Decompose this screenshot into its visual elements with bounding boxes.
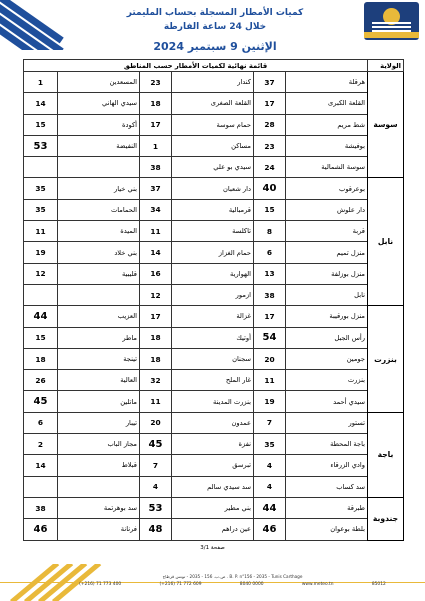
- station-name: كندار: [172, 72, 254, 93]
- station-name: قربة: [286, 221, 368, 242]
- station-name: قرمبالية: [172, 199, 254, 220]
- rainfall-value: 35: [24, 178, 58, 199]
- rainfall-value: 4: [140, 476, 172, 497]
- station-name: مساكن: [172, 135, 254, 156]
- table-row: [24, 476, 404, 497]
- footer-phone-2: (+216) 71 772 609: [159, 582, 202, 587]
- station-name: غزالة: [172, 306, 254, 327]
- station-name: منزل بورقيبة: [286, 306, 368, 327]
- page-footer: [0, 564, 425, 601]
- rainfall-value: 46: [24, 519, 58, 540]
- station-name: سد سيدي سالم: [172, 476, 254, 497]
- station-name: الميدة: [58, 221, 140, 242]
- station-name: أوتيك: [172, 327, 254, 348]
- station-name: هرقلة: [286, 72, 368, 93]
- footer-phone-1: (+216) 71 773 400: [79, 582, 122, 587]
- rainfall-value: 32: [140, 370, 172, 391]
- rainfall-value: 45: [140, 434, 172, 455]
- table-row: [24, 221, 404, 242]
- table-row: [24, 114, 404, 135]
- station-name: سيدي الهاني: [58, 93, 140, 114]
- region-name: بنزرت: [368, 306, 404, 412]
- rainfall-value: 20: [140, 412, 172, 433]
- table-row: [24, 199, 404, 220]
- station-name: سد كساب: [286, 476, 368, 497]
- station-name: تبرسق: [172, 455, 254, 476]
- rainfall-value: 44: [24, 306, 58, 327]
- rainfall-value: 18: [140, 348, 172, 369]
- rainfall-value: 11: [140, 391, 172, 412]
- header-stripes: [0, 0, 70, 50]
- table-title: قائمة نهائية لكميات الأمطار حسب المناطق: [24, 60, 368, 72]
- station-name: سيدي أحمد: [286, 391, 368, 412]
- footer-contacts: [60, 582, 405, 587]
- rainfall-value: 14: [24, 93, 58, 114]
- rainfall-value: 35: [24, 199, 58, 220]
- rainfall-value: [24, 284, 58, 305]
- station-name: دار علوش: [286, 199, 368, 220]
- rainfall-value: 54: [254, 327, 286, 348]
- table-row: [24, 178, 404, 199]
- station-name: سجنان: [172, 348, 254, 369]
- footer-phone-3: 8040 0000: [239, 582, 264, 587]
- table-row: [24, 434, 404, 455]
- rainfall-value: 53: [24, 135, 58, 156]
- region-name: جندوبة: [368, 497, 404, 540]
- table-row: [24, 370, 404, 391]
- table-row: [24, 263, 404, 284]
- station-name: تاكلسة: [172, 221, 254, 242]
- header-title-line1: كميات الأمطار المسجلة بحساب المليمتر: [126, 8, 304, 18]
- station-name: نابل: [286, 284, 368, 305]
- station-name: [58, 476, 140, 497]
- station-name: الهوارية: [172, 263, 254, 284]
- station-name: القلعة الكبرى: [286, 93, 368, 114]
- rainfall-value: 1: [24, 72, 58, 93]
- station-name: بنزرت: [286, 370, 368, 391]
- station-name: جومين: [286, 348, 368, 369]
- rainfall-value: 19: [24, 242, 58, 263]
- table-row: [24, 455, 404, 476]
- station-name: تيبار: [58, 412, 140, 433]
- rainfall-value: 19: [254, 391, 286, 412]
- rainfall-value: 17: [254, 306, 286, 327]
- station-name: العزيب: [58, 306, 140, 327]
- rainfall-value: 15: [24, 114, 58, 135]
- table-row: [24, 519, 404, 540]
- page-number: صفحة 3/1: [200, 545, 225, 551]
- station-name: تستور: [286, 412, 368, 433]
- rainfall-value: 48: [140, 519, 172, 540]
- table-row: [24, 93, 404, 114]
- station-name: القلعة الصغرى: [172, 93, 254, 114]
- rainfall-value: 34: [140, 199, 172, 220]
- rainfall-value: 8: [254, 221, 286, 242]
- station-name: غار الملح: [172, 370, 254, 391]
- rainfall-value: 28: [254, 114, 286, 135]
- rainfall-value: 37: [140, 178, 172, 199]
- rainfall-value: 40: [254, 178, 286, 199]
- station-name: العالية: [58, 370, 140, 391]
- station-name: وادي الزرقاء: [286, 455, 368, 476]
- rainfall-value: 14: [24, 455, 58, 476]
- rainfall-value: 44: [254, 497, 286, 518]
- region-name: باجة: [368, 412, 404, 497]
- station-name: حمام الغزاز: [172, 242, 254, 263]
- station-name: قليبية: [58, 263, 140, 284]
- rainfall-value: 14: [140, 242, 172, 263]
- station-name: مجاز الباب: [58, 434, 140, 455]
- rainfall-value: 11: [254, 370, 286, 391]
- station-name: النفيضة: [58, 135, 140, 156]
- station-name: سوسة الشمالية: [286, 157, 368, 178]
- header-date: الإثنين 9 سبتمبر 2024: [153, 40, 277, 53]
- rainfall-value: 13: [254, 263, 286, 284]
- station-name: بنزرت المدينة: [172, 391, 254, 412]
- table-row: [24, 284, 404, 305]
- station-name: طبرقة: [286, 497, 368, 518]
- rainfall-value: 53: [140, 497, 172, 518]
- rainfall-value: 4: [254, 455, 286, 476]
- institute-logo: [364, 2, 419, 40]
- rainfall-value: 6: [24, 412, 58, 433]
- station-name: بلطة بوعوان: [286, 519, 368, 540]
- station-name: ازمور: [172, 284, 254, 305]
- station-name: عمدون: [172, 412, 254, 433]
- rainfall-value: [24, 476, 58, 497]
- region-name: سوسة: [368, 72, 404, 178]
- table-row: [24, 348, 404, 369]
- rainfall-value: 17: [140, 306, 172, 327]
- rainfall-value: 20: [254, 348, 286, 369]
- station-name: المسعدين: [58, 72, 140, 93]
- rainfall-value: [24, 157, 58, 178]
- rainfall-value: 38: [254, 284, 286, 305]
- rainfall-value: 37: [254, 72, 286, 93]
- rainfall-value: 26: [24, 370, 58, 391]
- station-name: شط مريم: [286, 114, 368, 135]
- rainfall-value: 11: [140, 221, 172, 242]
- region-column-header: الولاية: [368, 60, 404, 72]
- station-name: سيدي بو علي: [172, 157, 254, 178]
- rainfall-value: 24: [254, 157, 286, 178]
- footer-phone-4: 85012: [371, 582, 386, 587]
- rainfall-value: 46: [254, 519, 286, 540]
- header-title-line2: خلال 24 ساعة الفارطة: [163, 22, 267, 32]
- station-name: حمام سوسة: [172, 114, 254, 135]
- rainfall-table: [23, 59, 404, 541]
- station-name: رأس الجبل: [286, 327, 368, 348]
- station-name: أكودة: [58, 114, 140, 135]
- table-row: [24, 391, 404, 412]
- table-row: [24, 157, 404, 178]
- station-name: منزل بوزلفة: [286, 263, 368, 284]
- rainfall-value: 23: [140, 72, 172, 93]
- table-row: [24, 135, 404, 156]
- station-name: ماتلين: [58, 391, 140, 412]
- table-row: [24, 306, 404, 327]
- table-header-row: [24, 60, 404, 72]
- rainfall-value: 7: [140, 455, 172, 476]
- station-name: بوعرقوب: [286, 178, 368, 199]
- rainfall-value: 17: [140, 114, 172, 135]
- station-name: [58, 157, 140, 178]
- station-name: فرنانة: [58, 519, 140, 540]
- rainfall-value: 12: [140, 284, 172, 305]
- rainfall-value: 6: [254, 242, 286, 263]
- table-row: [24, 242, 404, 263]
- table-row: [24, 327, 404, 348]
- station-name: الحمامات: [58, 199, 140, 220]
- station-name: تينجة: [58, 348, 140, 369]
- rainfall-value: 18: [140, 93, 172, 114]
- footer-website: www.meteo.tn: [301, 582, 334, 587]
- station-name: قبلاط: [58, 455, 140, 476]
- station-name: نفزة: [172, 434, 254, 455]
- rainfall-value: 18: [24, 348, 58, 369]
- rainfall-value: 35: [254, 434, 286, 455]
- station-name: بني خلاد: [58, 242, 140, 263]
- region-name: نابل: [368, 178, 404, 306]
- rainfall-value: 4: [254, 476, 286, 497]
- rainfall-value: 23: [254, 135, 286, 156]
- rainfall-value: 38: [140, 157, 172, 178]
- rainfall-value: 38: [24, 497, 58, 518]
- station-name: باجة المحطة: [286, 434, 368, 455]
- station-name: دار شعبان: [172, 178, 254, 199]
- rainfall-value: 16: [140, 263, 172, 284]
- rainfall-value: 17: [254, 93, 286, 114]
- rainfall-value: 2: [24, 434, 58, 455]
- rainfall-value: 18: [140, 327, 172, 348]
- rainfall-value: 15: [254, 199, 286, 220]
- rainfall-value: 7: [254, 412, 286, 433]
- table-row: [24, 72, 404, 93]
- station-name: [58, 284, 140, 305]
- station-name: عين دراهم: [172, 519, 254, 540]
- rainfall-value: 45: [24, 391, 58, 412]
- footer-address: ص.ب. 156 - 2035 - تونس قرطاج . B. P. n°156 - 2035 - Tunis Carthage: [162, 574, 303, 579]
- rainfall-value: 12: [24, 263, 58, 284]
- table-row: [24, 497, 404, 518]
- rainfall-value: 11: [24, 221, 58, 242]
- rainfall-value: 1: [140, 135, 172, 156]
- station-name: بوفيشة: [286, 135, 368, 156]
- station-name: بني خيار: [58, 178, 140, 199]
- station-name: سد بوهرتمة: [58, 497, 140, 518]
- table-row: [24, 412, 404, 433]
- rainfall-value: 15: [24, 327, 58, 348]
- station-name: منزل تميم: [286, 242, 368, 263]
- station-name: بني مطير: [172, 497, 254, 518]
- station-name: ماطر: [58, 327, 140, 348]
